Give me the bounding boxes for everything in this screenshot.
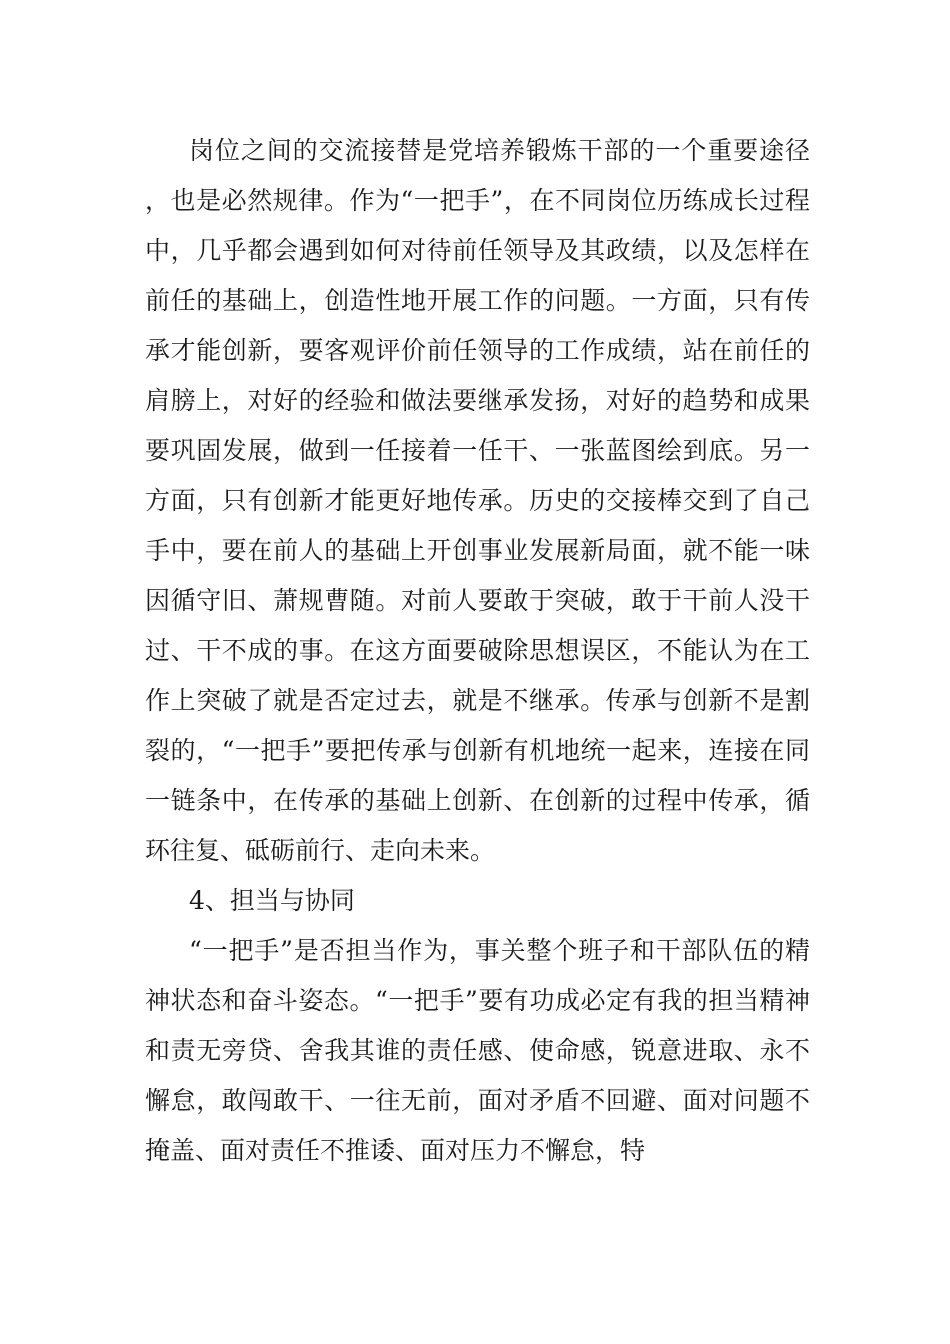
section-heading: 4、担当与协同 — [189, 886, 355, 915]
paragraph-responsibility: “一把手”是否担当作为，事关整个班子和干部队伍的精神状态和奋斗姿态。“一把手”要有功成必定有我的担当精神和责无旁贷、舍我其谁的责任感、使命感，锐意进取、永不懈怠，敢闯敢干、一往无前，面对矛盾不回避、面对问题不掩盖、面对责任不推诿、面对压力不懈怠，特 — [145, 936, 810, 1165]
paragraph-inheritance-innovation: 岗位之间的交流接替是党培养锻炼干部的一个重要途径，也是必然规律。作为“一把手”，在不同岗位历练成长过程中，几乎都会遇到如何对待前任领导及其政绩，以及怎样在前任的基础上，创造性地开展工作的问题。一方面，只有传承才能创新，要客观评价前任领导的工作成绩，站在前任的肩膀上，对好的经验和做法要继承发扬，对好的趋势和成果要巩固发展，做到一任接着一任干、一张蓝图绘到底。另一方面，只有创新才能更好地传承。历史的交接棒交到了自己手中，要在前人的基础上开创事业发展新局面，就不能一味因循守旧、萧规曹随。对前人要敢于突破，敢于干前人没干过、干不成的事。在这方面要破除思想误区，不能认为在工作上突破了就是否定过去，就是不继承。传承与创新不是割裂的，“一把手”要把传承与创新有机地统一起来，连接在同一链条中，在传承的基础上创新、在创新的过程中传承，循环往复、砥砺前行、走向未来。 — [145, 136, 810, 865]
body-text — [145, 126, 810, 1176]
